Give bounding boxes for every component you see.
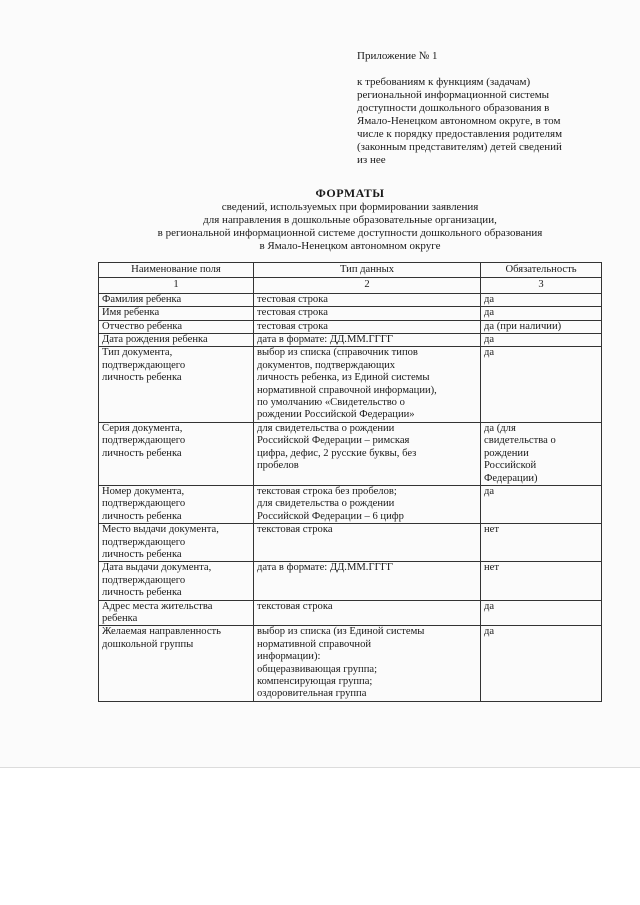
column-number: 1 [99,278,254,293]
type-cell: для свидетельства о рождении Российской Федерации – римская цифра, дефис, 2 русские буквы, без пробелов [254,422,481,485]
table-row [99,347,602,422]
field-cell: Номер документа, подтверждающего личность ребенка [99,485,254,523]
type-cell: текстовая строка [254,600,481,626]
formats-table [98,262,602,702]
column-number: 3 [481,278,602,293]
header-field-name: Наименование поля [99,263,254,278]
document-title: ФОРМАТЫ [315,186,385,200]
required-cell: да [481,334,602,347]
appendix-text: к требованиям к функциям (задачам) региональной информационной системы доступности дошкольного образования в Ямало-Ненецком автономном округе, в том числе к порядку предоставления родителям (законным представителям) детей сведений из нее [357,76,563,166]
type-cell: текстовая строка без пробелов; для свидетельства о рождении Российской Федерации – 6 цифр [254,485,481,523]
heading-line-3: в региональной информационной системе доступности дошкольного образования [157,227,543,239]
type-cell: тестовая строка [254,293,481,306]
heading-line-1: сведений, используемых при формировании заявления [221,201,479,213]
type-cell: тестовая строка [254,320,481,333]
field-cell: Адрес места жительства ребенка [99,600,254,626]
table-header-row [99,263,602,278]
document-heading [100,187,600,253]
field-cell: Дата выдачи документа, подтверждающего личность ребенка [99,562,254,600]
required-cell: да [481,485,602,523]
required-cell: да (при наличии) [481,320,602,333]
appendix-title: Приложение № 1 [357,50,438,62]
field-cell: Имя ребенка [99,307,254,320]
field-cell: Серия документа, подтверждающего личность ребенка [99,422,254,485]
required-cell: нет [481,524,602,562]
required-cell: да [481,307,602,320]
type-cell: тестовая строка [254,307,481,320]
type-cell: выбор из списка (из Единой системы нормативной справочной информации): общеразвивающая группа; компенсирующая группа; оздоровительная группа [254,626,481,701]
table-row [99,293,602,306]
type-cell: дата в формате: ДД.ММ.ГГГГ [254,334,481,347]
type-cell: выбор из списка (справочник типов документов, подтверждающих личность ребенка, из Единой системы нормативной справочной информации), по умолчанию «Свидетельство о рождении Российской Федерации» [254,347,481,422]
table-row [99,524,602,562]
field-cell: Дата рождения ребенка [99,334,254,347]
header-data-type: Тип данных [254,263,481,278]
required-cell: да [481,293,602,306]
required-cell: нет [481,562,602,600]
table-number-row [99,278,602,293]
table-row [99,307,602,320]
field-cell: Отчество ребенка [99,320,254,333]
heading-line-2: для направления в дошкольные образовательные организации, [203,214,497,226]
table-row [99,600,602,626]
required-cell: да (для свидетельства о рождении Российской Федерации) [481,422,602,485]
table-row [99,562,602,600]
field-cell: Фамилия ребенка [99,293,254,306]
table-row [99,422,602,485]
table-row [99,626,602,701]
required-cell: да [481,347,602,422]
header-required: Обязательность [481,263,602,278]
column-number: 2 [254,278,481,293]
table-row [99,334,602,347]
heading-line-4: в Ямало-Ненецком автономном округе [259,240,441,252]
table-row [99,320,602,333]
required-cell: да [481,626,602,701]
type-cell: текстовая строка [254,524,481,562]
appendix-block [357,50,597,167]
field-cell: Место выдачи документа, подтверждающего личность ребенка [99,524,254,562]
field-cell: Тип документа, подтверждающего личность ребенка [99,347,254,422]
field-cell: Желаемая направленность дошкольной группы [99,626,254,701]
type-cell: дата в формате: ДД.ММ.ГГГГ [254,562,481,600]
required-cell: да [481,600,602,626]
table-row [99,485,602,523]
